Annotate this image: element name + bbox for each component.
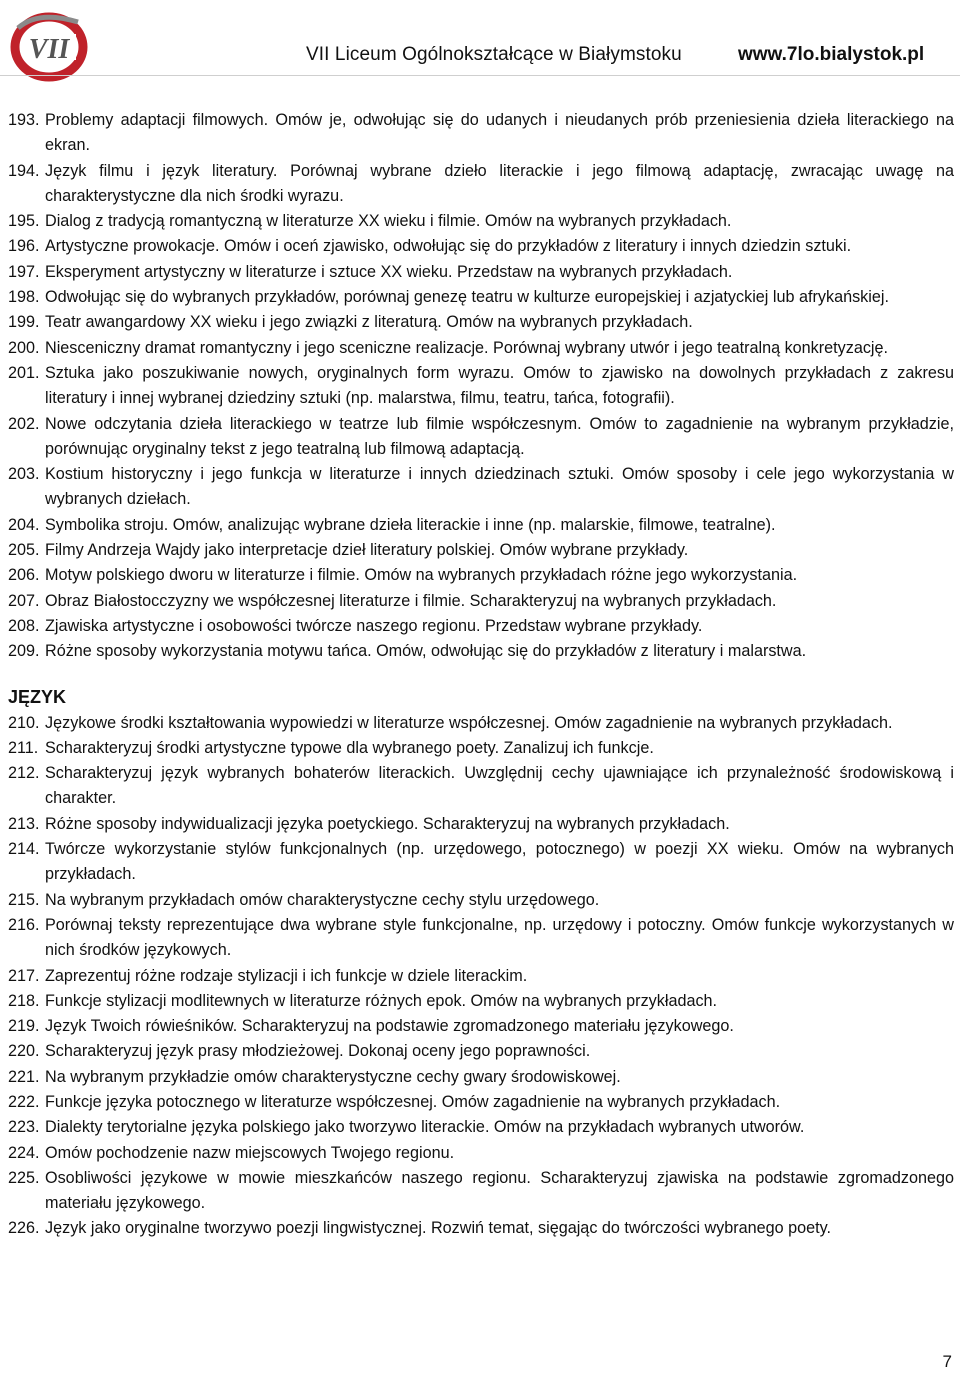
item-number: 207. <box>8 591 40 610</box>
item-text: Na wybranym przykładach omów charakterystyczne cechy stylu urzędowego. <box>45 890 600 909</box>
item-number: 210. <box>8 713 40 732</box>
item-number: 194. <box>8 161 40 180</box>
item-text: Symbolika stroju. Omów, analizując wybrane dzieła literackie i inne (np. malarskie, filmowe, teatralne). <box>45 515 776 534</box>
topics-list-literature <box>8 108 954 665</box>
item-number: 197. <box>8 262 40 281</box>
list-item <box>8 913 954 964</box>
item-number: 215. <box>8 890 40 909</box>
item-text: Różne sposoby wykorzystania motywu tańca. Omów, odwołując się do przykładów z literatury i malarstwa. <box>45 642 807 661</box>
list-item <box>8 639 954 664</box>
item-number: 225. <box>8 1168 40 1187</box>
item-number: 217. <box>8 966 40 985</box>
item-number: 214. <box>8 840 40 859</box>
item-text: Różne sposoby indywidualizacji języka poetyckiego. Scharakteryzuj na wybranych przykładach. <box>45 814 730 833</box>
list-item <box>8 108 954 159</box>
item-number: 220. <box>8 1042 40 1061</box>
item-text: Teatr awangardowy XX wieku i jego związki z literaturą. Omów na wybranych przykładach. <box>45 313 693 332</box>
list-item <box>8 1141 954 1166</box>
item-number: 209. <box>8 642 40 661</box>
page-number: 7 <box>942 1352 952 1371</box>
item-number: 226. <box>8 1219 40 1238</box>
item-text: Kostium historyczny i jego funkcja w literaturze i innych dziedzinach sztuki. Omów sposoby i cele jego wykorzystania w wybranych dziełach. <box>45 465 954 509</box>
item-text: Scharakteryzuj środki artystyczne typowe dla wybranego poety. Zanalizuj ich funkcje. <box>45 738 654 757</box>
item-number: 223. <box>8 1118 40 1137</box>
topics-list-language <box>8 711 954 1242</box>
list-item <box>8 412 954 463</box>
item-number: 216. <box>8 915 40 934</box>
list-item <box>8 711 954 736</box>
school-name: VII Liceum Ogólnokształcące w Białymstoku <box>306 44 682 65</box>
item-text: Artystyczne prowokacje. Omów i oceń zjawisko, odwołując się do przykładów z literatury i innych dziedzin sztuki. <box>45 237 852 256</box>
item-text: Scharakteryzuj język wybranych bohaterów literackich. Uwzględnij cechy ujawniające ich przynależność środowiskową i charakter. <box>45 764 954 808</box>
item-text: Niesceniczny dramat romantyczny i jego sceniczne realizacje. Porównaj wybrany utwór i jego teatralną konkretyzację. <box>45 338 889 357</box>
item-text: Sztuka jako poszukiwanie nowych, oryginalnych form wyrazu. Omów to zjawisko na dowolnych przykładach z zakresu literatury i innej wybranej dziedziny sztuki (np. malarstwa, filmu, teatru, tańca, fotografii). <box>45 363 954 408</box>
item-number: 208. <box>8 616 40 635</box>
list-item <box>8 1166 954 1217</box>
list-item <box>8 589 954 614</box>
item-text: Zjawiska artystyczne i osobowości twórcze naszego regionu. Przedstaw wybrane przykłady. <box>45 616 703 635</box>
list-item <box>8 538 954 563</box>
list-item <box>8 1216 954 1241</box>
item-text: Filmy Andrzeja Wajdy jako interpretacje dzieł literatury polskiej. Omów wybrane przykłady. <box>45 541 689 560</box>
item-text: Językowe środki kształtowania wypowiedzi w literaturze współczesnej. Omów zagadnienie na wybranych przykładach. <box>45 713 893 732</box>
list-item <box>8 812 954 837</box>
list-item <box>8 888 954 913</box>
list-item <box>8 614 954 639</box>
header-divider <box>0 75 960 76</box>
item-number: 204. <box>8 515 40 534</box>
item-number: 196. <box>8 237 40 256</box>
item-text: Scharakteryzuj język prasy młodzieżowej. Dokonaj oceny jego poprawności. <box>45 1042 591 1061</box>
item-text: Język Twoich rówieśników. Scharakteryzuj na podstawie zgromadzonego materiału językowego. <box>45 1017 734 1036</box>
school-url-link[interactable]: www.7lo.bialystok.pl <box>738 44 925 65</box>
list-item <box>8 563 954 588</box>
item-text: Porównaj teksty reprezentujące dwa wybrane style funkcjonalne, np. urzędowy i potoczny. Omów funkcje wykorzystanych w nich środków językowych. <box>45 915 954 960</box>
item-text: Dialekty terytorialne języka polskiego jako tworzywo literackie. Omów na przykładach wybranych utworów. <box>45 1118 805 1137</box>
list-item <box>8 209 954 234</box>
item-number: 224. <box>8 1143 40 1162</box>
item-number: 202. <box>8 414 40 433</box>
item-number: 218. <box>8 991 40 1010</box>
item-number: 205. <box>8 541 40 560</box>
item-text: Na wybranym przykładzie omów charakterystyczne cechy gwary środowiskowej. <box>45 1067 621 1086</box>
item-number: 201. <box>8 363 40 382</box>
item-number: 199. <box>8 313 40 332</box>
item-number: 195. <box>8 212 40 231</box>
item-number: 211. <box>8 738 39 757</box>
list-item <box>8 159 954 210</box>
item-number: 198. <box>8 288 40 307</box>
item-text: Zaprezentuj różne rodzaje stylizacji i ich funkcje w dziele literackim. <box>45 966 528 985</box>
list-item <box>8 1065 954 1090</box>
list-item <box>8 989 954 1014</box>
list-item <box>8 462 954 513</box>
svg-text:VII: VII <box>28 34 70 65</box>
topics-list <box>8 108 954 1242</box>
item-text: Odwołując się do wybranych przykładów, porównaj genezę teatru w kulturze europejskiej i azjatyckiej lub afrykańskiej. <box>45 288 889 307</box>
list-item <box>8 837 954 888</box>
item-text: Omów pochodzenie nazw miejscowych Twojego regionu. <box>45 1143 455 1162</box>
item-number: 206. <box>8 566 40 585</box>
item-number: 212. <box>8 764 40 783</box>
item-text: Język filmu i język literatury. Porównaj wybrane dzieło literackie i jego filmową adaptację, zwracając uwagę na charakterystyczne dla nich środki wyrazu. <box>45 161 954 205</box>
page-header <box>0 0 960 90</box>
item-number: 213. <box>8 814 40 833</box>
list-item <box>8 513 954 538</box>
list-item <box>8 361 954 412</box>
item-text: Eksperyment artystyczny w literaturze i sztuce XX wieku. Przedstaw na wybranych przykładach. <box>45 262 733 281</box>
item-text: Język jako oryginalne tworzywo poezji lingwistycznej. Rozwiń temat, sięgając do twórczości wybranego poety. <box>45 1219 832 1238</box>
list-item <box>8 285 954 310</box>
section-heading: JĘZYK <box>8 686 67 707</box>
item-number: 193. <box>8 111 40 129</box>
item-number: 203. <box>8 465 40 484</box>
item-text: Funkcje stylizacji modlitewnych w literaturze różnych epok. Omów na wybranych przykładach. <box>45 991 718 1010</box>
item-text: Problemy adaptacji filmowych. Omów je, odwołując się do udanych i nieudanych prób przeniesienia dzieła literackiego na ekran. <box>45 111 954 155</box>
item-text: Funkcje języka potocznego w literaturze współczesnej. Omów zagadnienie na wybranych przykładach. <box>45 1092 781 1111</box>
item-text: Motyw polskiego dworu w literaturze i filmie. Omów na wybranych przykładach różne jego wykorzystania. <box>45 566 798 585</box>
list-item <box>8 964 954 989</box>
item-text: Dialog z tradycją romantyczną w literaturze XX wieku i filmie. Omów na wybranych przykładach. <box>45 212 732 231</box>
list-item <box>8 1014 954 1039</box>
item-text: Osobliwości językowe w mowie mieszkańców naszego regionu. Scharakteryzuj zjawiska na podstawie zgromadzonego materiału językowego. <box>45 1168 954 1213</box>
list-item <box>8 1115 954 1140</box>
item-number: 221. <box>8 1067 40 1086</box>
list-item <box>8 234 954 259</box>
item-text: Nowe odczytania dzieła literackiego w teatrze lub filmie współczesnym. Omów to zagadnienie na wybranym przykładzie, porównując oryginalny tekst z jego teatralną lub filmową adaptacją. <box>45 414 954 458</box>
item-text: Twórcze wykorzystanie stylów funkcjonalnych (np. urzędowego, potocznego) w poezji XX wieku. Omów na wybranych przykładach. <box>45 840 954 884</box>
list-item <box>8 260 954 285</box>
list-item <box>8 736 954 761</box>
item-text: Obraz Białostocczyzny we współczesnej literaturze i filmie. Scharakteryzuj na wybranych przykładach. <box>45 591 777 610</box>
list-item <box>8 310 954 335</box>
list-item <box>8 761 954 812</box>
item-number: 219. <box>8 1017 40 1036</box>
list-item <box>8 1039 954 1064</box>
item-number: 200. <box>8 338 40 357</box>
item-number: 222. <box>8 1092 40 1111</box>
list-item <box>8 336 954 361</box>
list-item <box>8 1090 954 1115</box>
